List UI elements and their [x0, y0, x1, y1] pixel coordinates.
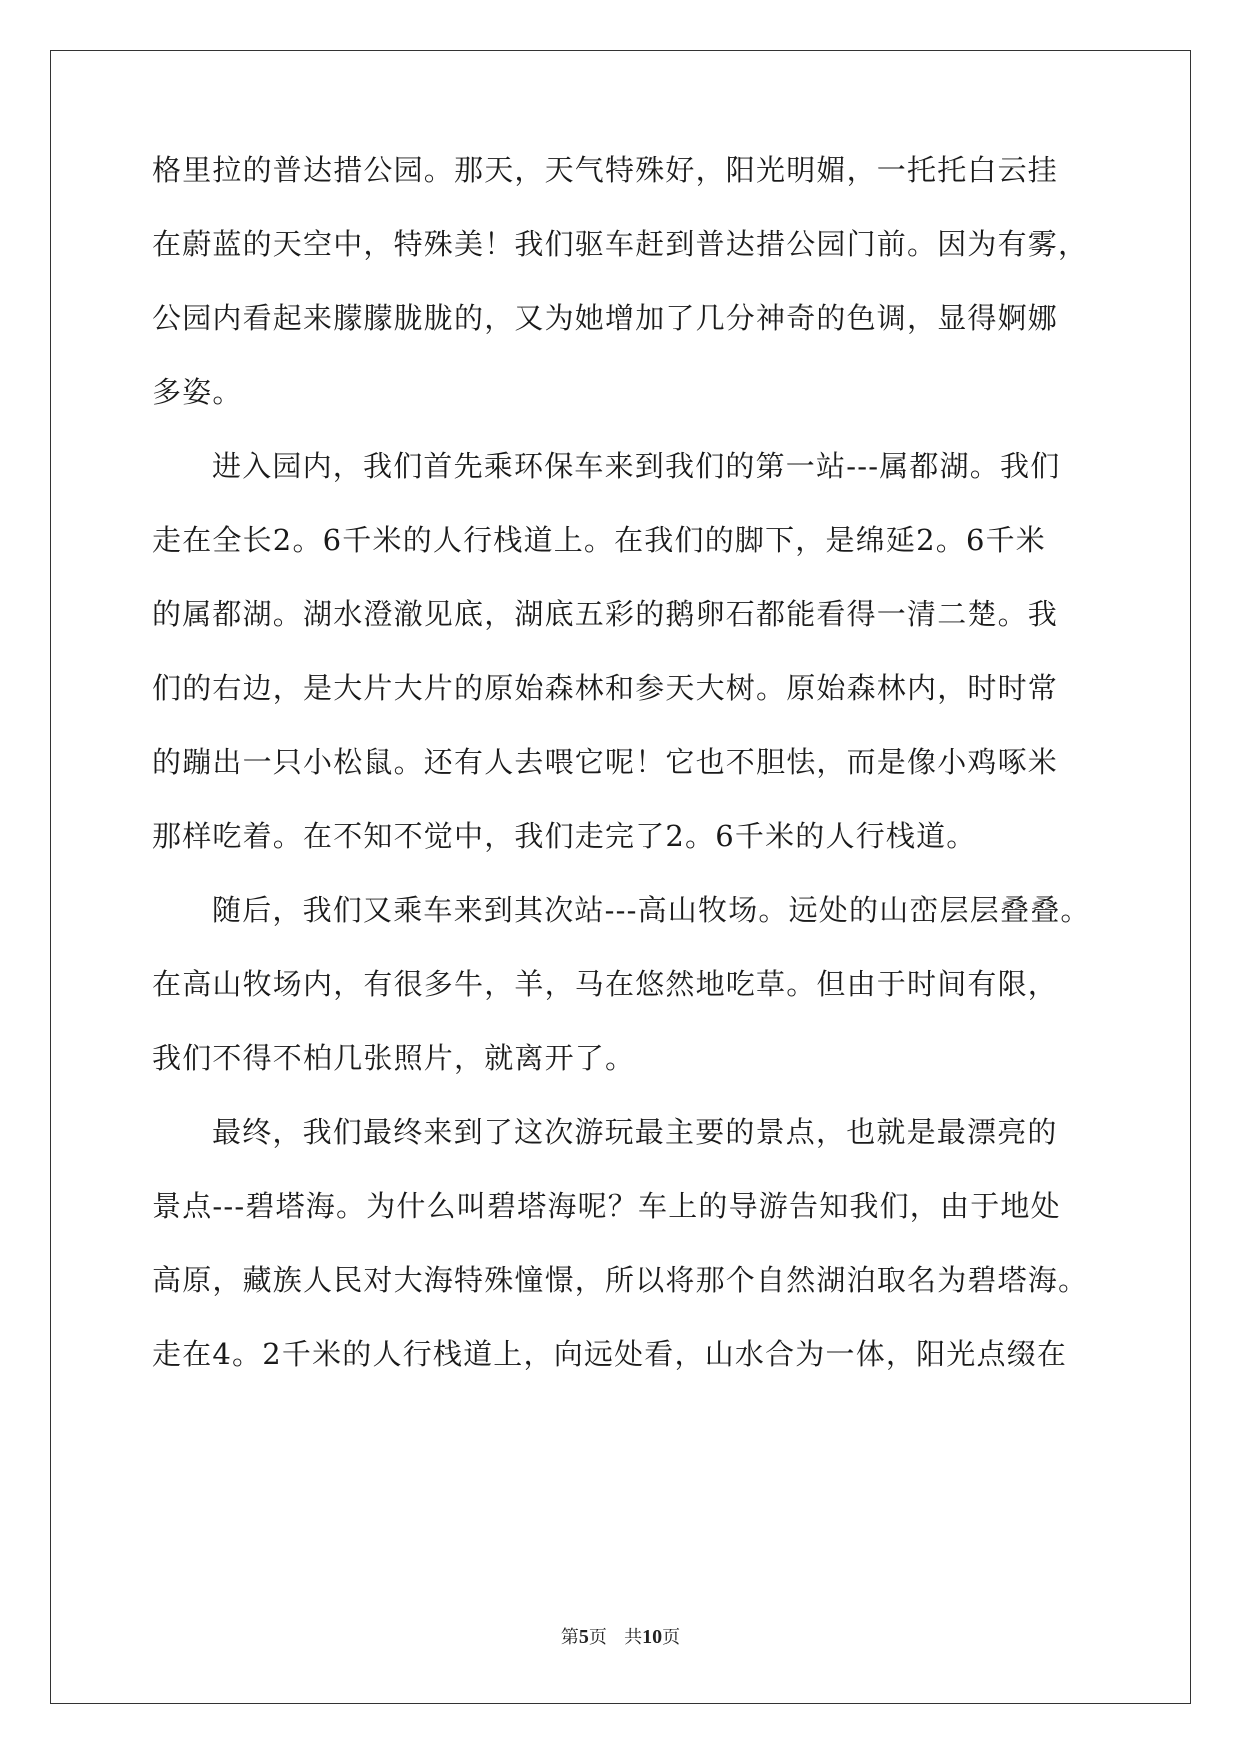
text-line: 走在全长2。6千米的人行栈道上。在我们的脚下，是绵延2。6千米: [152, 523, 1047, 557]
paragraph-start-line: 随后，我们又乘车来到其次站---高山牧场。远处的山峦层层叠叠。: [212, 893, 1091, 927]
text-line: 高原，藏族人民对大海特殊憧憬，所以将那个自然湖泊取名为碧塔海。: [152, 1263, 1089, 1297]
page-suffix: 页: [588, 1627, 607, 1648]
page-total: 10: [642, 1626, 663, 1648]
text-line: 多姿。: [152, 375, 243, 409]
text-line: 的蹦出一只小松鼠。还有人去喂它呢！它也不胆怯，而是像小鸡啄米: [152, 745, 1059, 779]
text-line: 走在4。2千米的人行栈道上，向远处看，山水合为一体，阳光点缀在: [152, 1337, 1068, 1371]
text-line: 我们不得不柏几张照片，就离开了。: [152, 1041, 636, 1075]
paragraph-start-line: 最终，我们最终来到了这次游玩最主要的景点，也就是最漂亮的: [212, 1115, 1058, 1149]
page-footer: [0, 1623, 1241, 1649]
page-prefix: 第: [560, 1627, 579, 1648]
paragraph-start-line: 进入园内，我们首先乘环保车来到我们的第一站---属都湖。我们: [212, 449, 1061, 483]
text-line: 的属都湖。湖水澄澈见底，湖底五彩的鹅卵石都能看得一清二楚。我: [152, 597, 1059, 631]
text-line: 们的右边，是大片大片的原始森林和参天大树。原始森林内，时时常: [152, 671, 1059, 705]
text-line: 在蔚蓝的天空中，特殊美！我们驱车赶到普达措公园门前。因为有雾，: [152, 227, 1089, 261]
text-line: 在高山牧场内，有很多牛，羊，马在悠然地吃草。但由于时间有限，: [152, 967, 1059, 1001]
total-suffix: 页: [662, 1627, 681, 1648]
total-prefix: 共: [624, 1627, 643, 1648]
text-line: 景点---碧塔海。为什么叫碧塔海呢？车上的导游告知我们，由于地处: [152, 1189, 1061, 1223]
page-number: 5: [578, 1626, 589, 1648]
text-line: 那样吃着。在不知不觉中，我们走完了2。6千米的人行栈道。: [152, 819, 977, 853]
text-line: 格里拉的普达措公园。那天，天气特殊好，阳光明媚，一托托白云挂: [152, 153, 1059, 187]
text-line: 公园内看起来朦朦胧胧的，又为她增加了几分神奇的色调，显得婀娜: [152, 301, 1059, 335]
